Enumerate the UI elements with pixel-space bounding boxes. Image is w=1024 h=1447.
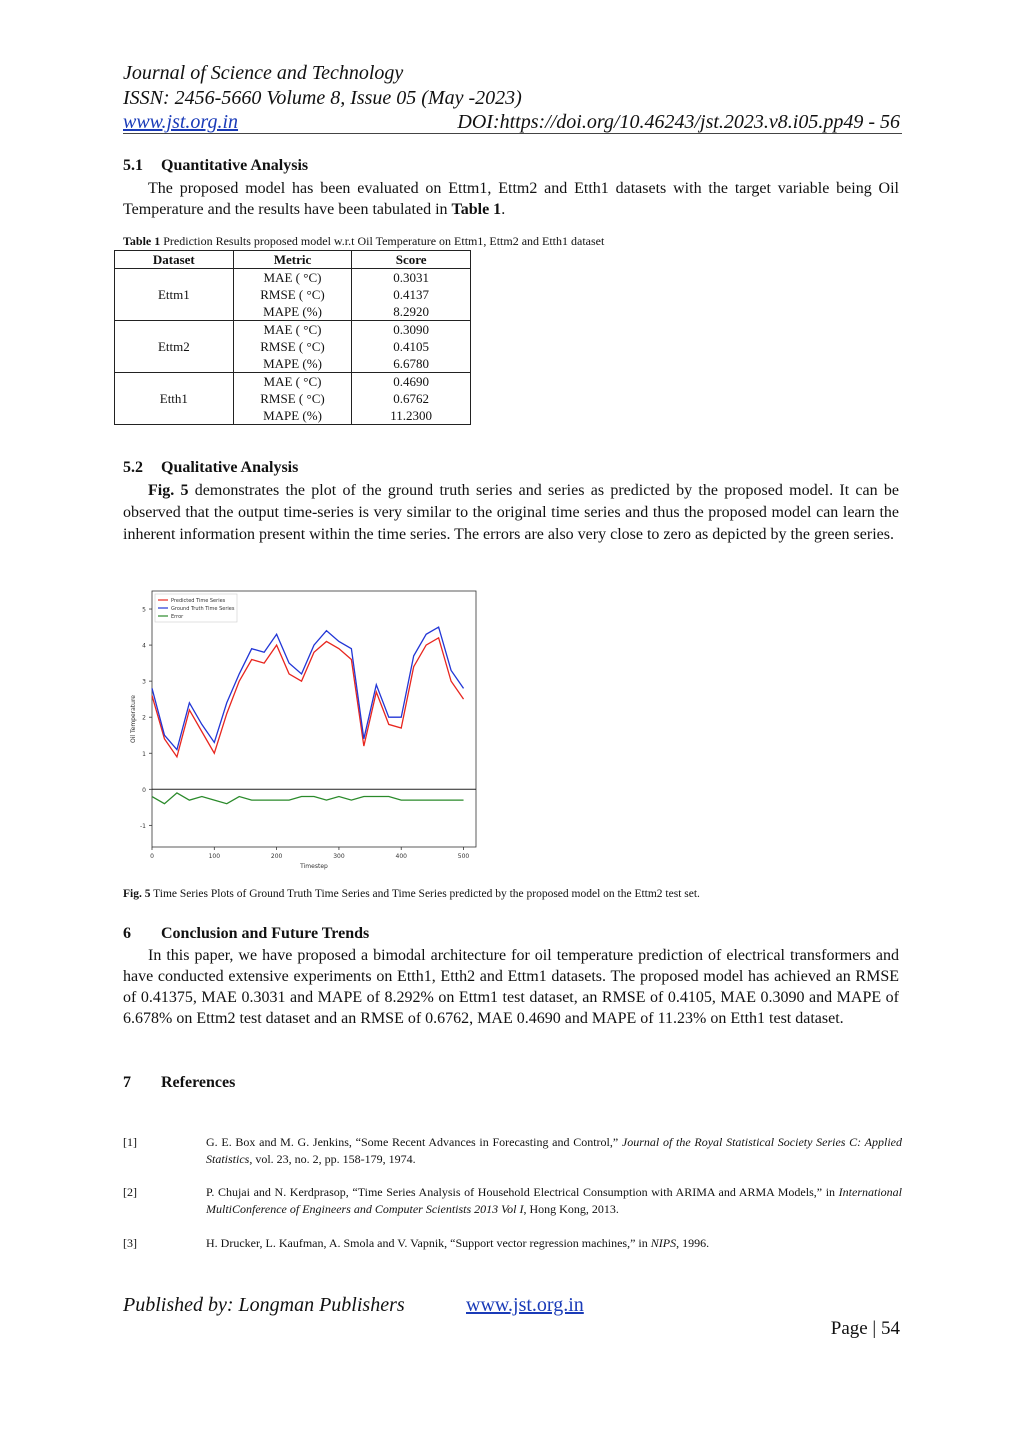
- metric-cell: RMSE ( °C): [233, 390, 352, 407]
- score-cell: 0.4105: [352, 338, 471, 355]
- reference-text: [206, 1235, 902, 1252]
- score-cell: 0.3090: [352, 321, 471, 339]
- reference-number: [3]: [123, 1236, 137, 1250]
- reference-venue: International MultiConference of Engineers and Computer Scientists 2013 Vol I: [206, 1185, 902, 1216]
- legend-entry: Predicted Time Series: [171, 598, 226, 604]
- dataset-cell: Etth1: [115, 373, 234, 425]
- footer-publisher: Published by: Longman Publishers: [123, 1294, 405, 1316]
- metric-cell: MAE ( °C): [233, 321, 352, 339]
- dataset-cell: Ettm1: [115, 269, 234, 321]
- table-label: Table 1: [123, 234, 161, 248]
- reference-details: , 1996.: [676, 1236, 710, 1250]
- table-caption: [123, 234, 604, 249]
- reference-text: [206, 1184, 902, 1218]
- y-tick-label: 5: [142, 606, 146, 614]
- body-text-end: .: [501, 201, 506, 218]
- table-ref: Table 1: [451, 201, 502, 218]
- section-title: Qualitative Analysis: [161, 459, 299, 476]
- section-7-heading: [123, 1074, 235, 1092]
- table-header-row: [115, 251, 471, 269]
- section-title: Quantitative Analysis: [161, 157, 309, 174]
- legend-entry: Error: [171, 614, 184, 620]
- x-tick-label: 400: [395, 853, 407, 860]
- journal-title: Journal of Science and Technology: [123, 62, 404, 84]
- section-5-2-heading: [123, 459, 298, 477]
- metric-cell: RMSE ( °C): [233, 286, 352, 303]
- figure-caption-text: Time Series Plots of Ground Truth Time Series and Time Series predicted by the proposed model on the Ettm2 test set.: [153, 888, 700, 900]
- table-header-cell: Score: [352, 251, 471, 269]
- x-tick-label: 200: [270, 853, 283, 860]
- y-tick-label: 4: [142, 642, 146, 650]
- score-cell: 0.4690: [352, 373, 471, 391]
- table-row: [115, 373, 471, 391]
- section-number: 7: [123, 1074, 131, 1091]
- metric-cell: MAPE (%): [233, 355, 352, 373]
- figure-caption: [123, 888, 700, 900]
- results-table: [114, 250, 471, 425]
- chart-background: [126, 585, 480, 870]
- score-cell: 6.6780: [352, 355, 471, 373]
- score-cell: 0.3031: [352, 269, 471, 287]
- reference-number: [2]: [123, 1185, 137, 1199]
- section-6-text: In this paper, we have proposed a bimodal architecture for oil temperature prediction of electrical transformers and have conducted extensive experiments on Etth1, Etth2 and Ettm1 datasets. The proposed model has achieved an RMSE of 0.41375, MAE 0.3031 and MAPE of 8.292% on Ettm1 test dataset, an RMSE of 0.4105, MAE 0.3090 and MAPE of 6.678% on Ettm2 test dataset and an RMSE of 0.6762, MAE 0.4690 and MAPE of 11.23% on Etth1 test dataset.: [123, 947, 899, 1027]
- reference-venue: NIPS: [650, 1236, 677, 1250]
- header-rule: [123, 133, 902, 134]
- dataset-cell: Ettm2: [115, 321, 234, 373]
- section-title: References: [161, 1074, 236, 1091]
- section-5-1-heading: [123, 157, 308, 175]
- body-text: demonstrates the plot of the ground truth series and series as predicted by the proposed model. It can be observed that the output time-series is very similar to the original time series and thus the proposed model can learn the inherent information present within the time series. The errors are also very close to zero as depicted by the green series.: [123, 482, 900, 543]
- reference-item: [123, 1134, 902, 1174]
- page-number: Page | 54: [830, 1318, 900, 1339]
- section-5-1-text: [123, 178, 899, 220]
- reference-venue: Journal of the Royal Statistical Society Series C: Applied Statistics,: [206, 1135, 902, 1166]
- x-tick-label: 100: [208, 853, 221, 860]
- time-series-chart: [126, 585, 480, 870]
- y-tick-label: 3: [142, 678, 146, 686]
- legend-entry: Ground Truth Time Series: [171, 606, 235, 612]
- y-tick-label: 1: [142, 750, 146, 758]
- metric-cell: MAE ( °C): [233, 373, 352, 391]
- table-header-cell: Metric: [233, 251, 352, 269]
- figure-ref: Fig. 5: [148, 482, 189, 499]
- section-number: 5.1: [123, 157, 143, 174]
- reference-details: vol. 23, no. 2, pp. 158-179, 1974.: [252, 1152, 416, 1166]
- doi-line: DOI:https://doi.org/10.46243/jst.2023.v8.i05.pp49 - 56: [457, 111, 900, 133]
- figure-label: Fig. 5: [123, 888, 151, 900]
- y-tick-label: -1: [140, 822, 146, 830]
- score-cell: 11.2300: [352, 407, 471, 425]
- score-cell: 0.4137: [352, 286, 471, 303]
- reference-number: [1]: [123, 1135, 137, 1149]
- score-cell: 8.2920: [352, 303, 471, 321]
- section-number: 6: [123, 925, 131, 942]
- x-tick-label: 300: [333, 853, 345, 860]
- x-tick-label: 500: [457, 853, 470, 860]
- table-row: [115, 269, 471, 287]
- x-tick-label: 0: [150, 853, 154, 860]
- reference-authors-title: P. Chujai and N. Kerdprasop, “Time Series Analysis of Household Electrical Consumption with ARIMA and ARMA Models,” in: [206, 1185, 839, 1199]
- table-caption-text: Prediction Results proposed model w.r.t Oil Temperature on Ettm1, Ettm2 and Etth1 dataset: [163, 234, 605, 248]
- table-header-cell: Dataset: [115, 251, 234, 269]
- score-cell: 0.6762: [352, 390, 471, 407]
- section-title: Conclusion and Future Trends: [161, 925, 370, 942]
- x-axis-label: Timestep: [300, 863, 328, 870]
- header-website-link[interactable]: www.jst.org.in: [123, 111, 239, 133]
- body-text: The proposed model has been evaluated on Ettm1, Ettm2 and Etth1 datasets with the target variable being Oil Temperature and the results have been tabulated in: [123, 180, 899, 218]
- y-tick-label: 2: [142, 714, 146, 722]
- section-5-2-text: [123, 480, 899, 546]
- section-6-heading: [123, 925, 369, 943]
- reference-authors-title: H. Drucker, L. Kaufman, A. Smola and V. Vapnik, “Support vector regression machines,” in: [206, 1236, 651, 1250]
- issn-line: ISSN: 2456-5660 Volume 8, Issue 05 (May -2023): [123, 87, 522, 109]
- reference-authors-title: G. E. Box and M. G. Jenkins, “Some Recent Advances in Forecasting and Control,”: [206, 1135, 622, 1149]
- metric-cell: MAE ( °C): [233, 269, 352, 287]
- section-number: 5.2: [123, 459, 143, 476]
- footer-website-link[interactable]: www.jst.org.in: [466, 1294, 584, 1316]
- reference-item: [123, 1184, 902, 1224]
- reference-details: , Hong Kong, 2013.: [523, 1202, 619, 1216]
- reference-text: [206, 1134, 902, 1168]
- table-row: [115, 321, 471, 339]
- metric-cell: RMSE ( °C): [233, 338, 352, 355]
- reference-item: [123, 1235, 902, 1255]
- metric-cell: MAPE (%): [233, 407, 352, 425]
- y-tick-label: 0: [142, 786, 146, 794]
- y-axis-label: Oil Temperature: [130, 695, 137, 743]
- metric-cell: MAPE (%): [233, 303, 352, 321]
